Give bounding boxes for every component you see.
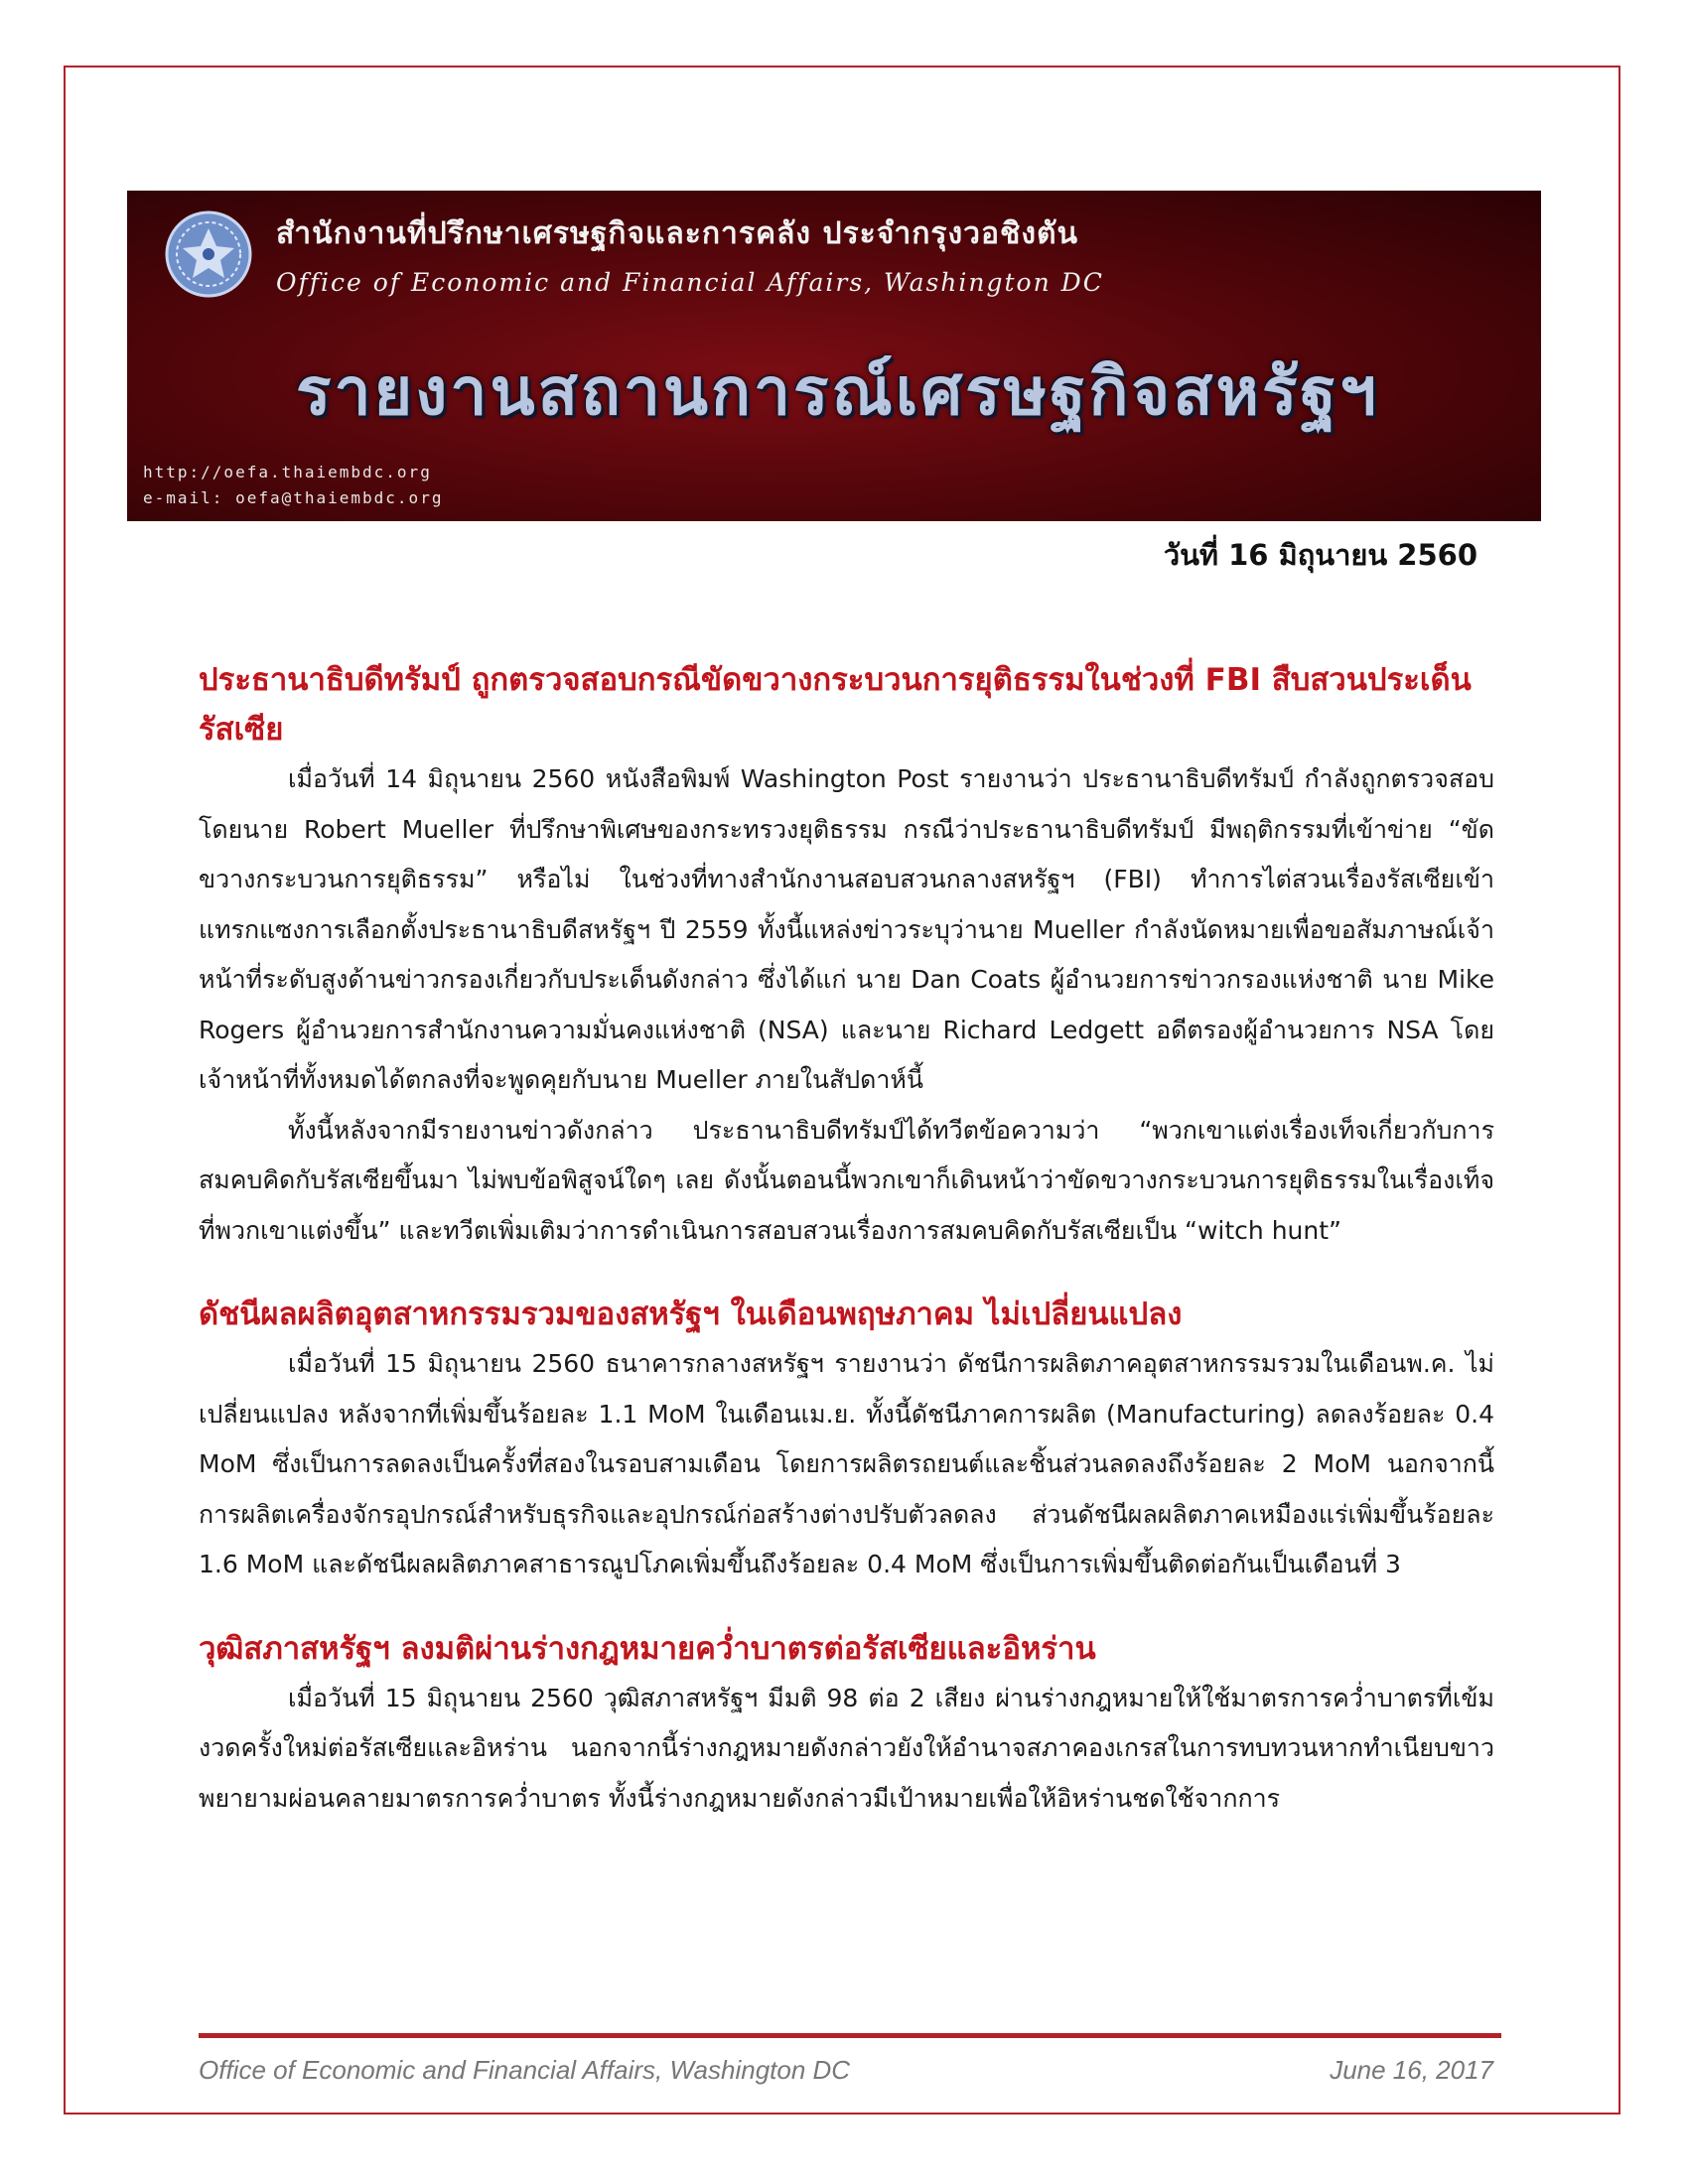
footer-office-name: Office of Economic and Financial Affairs, Washington DC [199,2055,851,2085]
english-office-name: Office of Economic and Financial Affairs, Washington DC [276,268,1104,297]
article-list [199,655,1494,1857]
article-paragraph: เมื่อวันที่ 14 มิถุนายน 2560 หนังสือพิมพ์ Washington Post รายงานว่า ประธานาธิบดีทรัมป์ กำลังถูกตรวจสอบโดยนาย Robert Mueller ที่ปรึกษาพิเศษของกระทรวงยุติธรรม กรณีว่าประธานาธิบดีทรัมป์ มีพฤติกรรมที่เข้าข่าย “ขัดขวางกระบวนการยุติธรรม” หรือไม่ ในช่วงที่ทางสำนักงานสอบสวนกลางสหรัฐฯ (FBI) ทำการไต่สวนเรื่องรัสเซียเข้าแทรกแซงการเลือกตั้งประธานาธิบดีสหรัฐฯ ปี 2559 ทั้งนี้แหล่งข่าวระบุว่านาย Mueller กำลังนัดหมายเพื่อขอสัมภาษณ์เจ้าหน้าที่ระดับสูงด้านข่าวกรองเกี่ยวกับประเด็นดังกล่าว ซึ่งได้แก่ นาย Dan Coats ผู้อำนวยการข่าวกรองแห่งชาติ นาย Mike Rogers ผู้อำนวยการสำนักงานความมั่นคงแห่งชาติ (NSA) และนาย Richard Ledgett อดีตรองผู้อำนวยการ NSA โดยเจ้าหน้าที่ทั้งหมดได้ตกลงที่จะพูดคุยกับนาย Mueller ภายในสัปดาห์นี้ [199,764,1494,1094]
article-industrial-production [199,1290,1494,1590]
article-headline: วุฒิสภาสหรัฐฯ ลงมติผ่านร่างกฎหมายคว่ำบาตรต่อรัสเซียและอิหร่าน [199,1630,1096,1667]
report-date: วันที่ 16 มิถุนายน 2560 [1163,538,1477,572]
article-trump-investigation [199,655,1494,1256]
article-paragraph: ทั้งนี้หลังจากมีรายงานข่าวดังกล่าว ประธานาธิบดีทรัมป์ได้ทวีตข้อความว่า “พวกเขาแต่งเรื่องเท็จเกี่ยวกับการสมคบคิดกับรัสเซียขึ้นมา ไม่พบข้อพิสูจน์ใดๆ เลย ดังนั้นตอนนี้พวกเขาก็เดินหน้าว่าขัดขวางกระบวนการยุติธรรมในเรื่องเท็จที่พวกเขาแต่งขึ้น” และทวีตเพิ่มเติมว่าการดำเนินการสอบสวนเรื่องการสมคบคิดกับรัสเซียเป็น “witch hunt” [199,1115,1494,1245]
garuda-seal-icon [163,208,254,300]
footer-divider [199,2033,1501,2038]
report-title: รายงานสถานการณ์เศรษฐกิจสหรัฐฯ [296,353,1379,430]
contact-email: e-mail: oefa@thaiembdc.org [143,488,444,507]
thai-office-name: สำนักงานที่ปรึกษาเศรษฐกิจและการคลัง ประจำกรุงวอชิงตัน [276,216,1079,251]
website-url: http://oefa.thaiembdc.org [143,463,432,481]
footer-date: June 16, 2017 [1330,2055,1493,2085]
article-paragraph: เมื่อวันที่ 15 มิถุนายน 2560 ธนาคารกลางสหรัฐฯ รายงานว่า ดัชนีการผลิตภาคอุตสาหกรรมรวมในเดือนพ.ค. ไม่เปลี่ยนแปลง หลังจากที่เพิ่มขึ้นร้อยละ 1.1 MoM ในเดือนเม.ย. ทั้งนี้ดัชนีภาคการผลิต (Manufacturing) ลดลงร้อยละ 0.4 MoM ซึ่งเป็นการลดลงเป็นครั้งที่สองในรอบสามเดือน โดยการผลิตรถยนต์และชิ้นส่วนลดลงถึงร้อยละ 2 MoM นอกจากนี้การผลิตเครื่องจักรอุปกรณ์สำหรับธุรกิจและอุปกรณ์ก่อสร้างต่างปรับตัวลดลง ส่วนดัชนีผลผลิตภาคเหมืองแร่เพิ่มขึ้นร้อยละ 1.6 MoM และดัชนีผลผลิตภาคสาธารณูปโภคเพิ่มขึ้นถึงร้อยละ 0.4 MoM ซึ่งเป็นการเพิ่มขึ้นติดต่อกันเป็นเดือนที่ 3 [199,1349,1494,1578]
article-headline: ดัชนีผลผลิตอุตสาหกรรมรวมของสหรัฐฯ ในเดือนพฤษภาคม ไม่เปลี่ยนแปลง [199,1297,1183,1332]
article-headline: ประธานาธิบดีทรัมป์ ถูกตรวจสอบกรณีขัดขวางกระบวนการยุติธรรมในช่วงที่ FBI สืบสวนประเด็นรัสเซีย [199,662,1472,748]
header-banner [127,191,1541,521]
article-senate-sanctions [199,1624,1494,1825]
article-paragraph: เมื่อวันที่ 15 มิถุนายน 2560 วุฒิสภาสหรัฐฯ มีมติ 98 ต่อ 2 เสียง ผ่านร่างกฎหมายให้ใช้มาตรการคว่ำบาตรที่เข้มงวดครั้งใหม่ต่อรัสเซียและอิหร่าน นอกจากนี้ร่างกฎหมายดังกล่าวยังให้อำนาจสภาคองเกรสในการทบทวนหากทำเนียบขาวพยายามผ่อนคลายมาตรการคว่ำบาตร ทั้งนี้ร่างกฎหมายดังกล่าวมีเป้าหมายเพื่อให้อิหร่านชดใช้จากการ [199,1683,1494,1813]
